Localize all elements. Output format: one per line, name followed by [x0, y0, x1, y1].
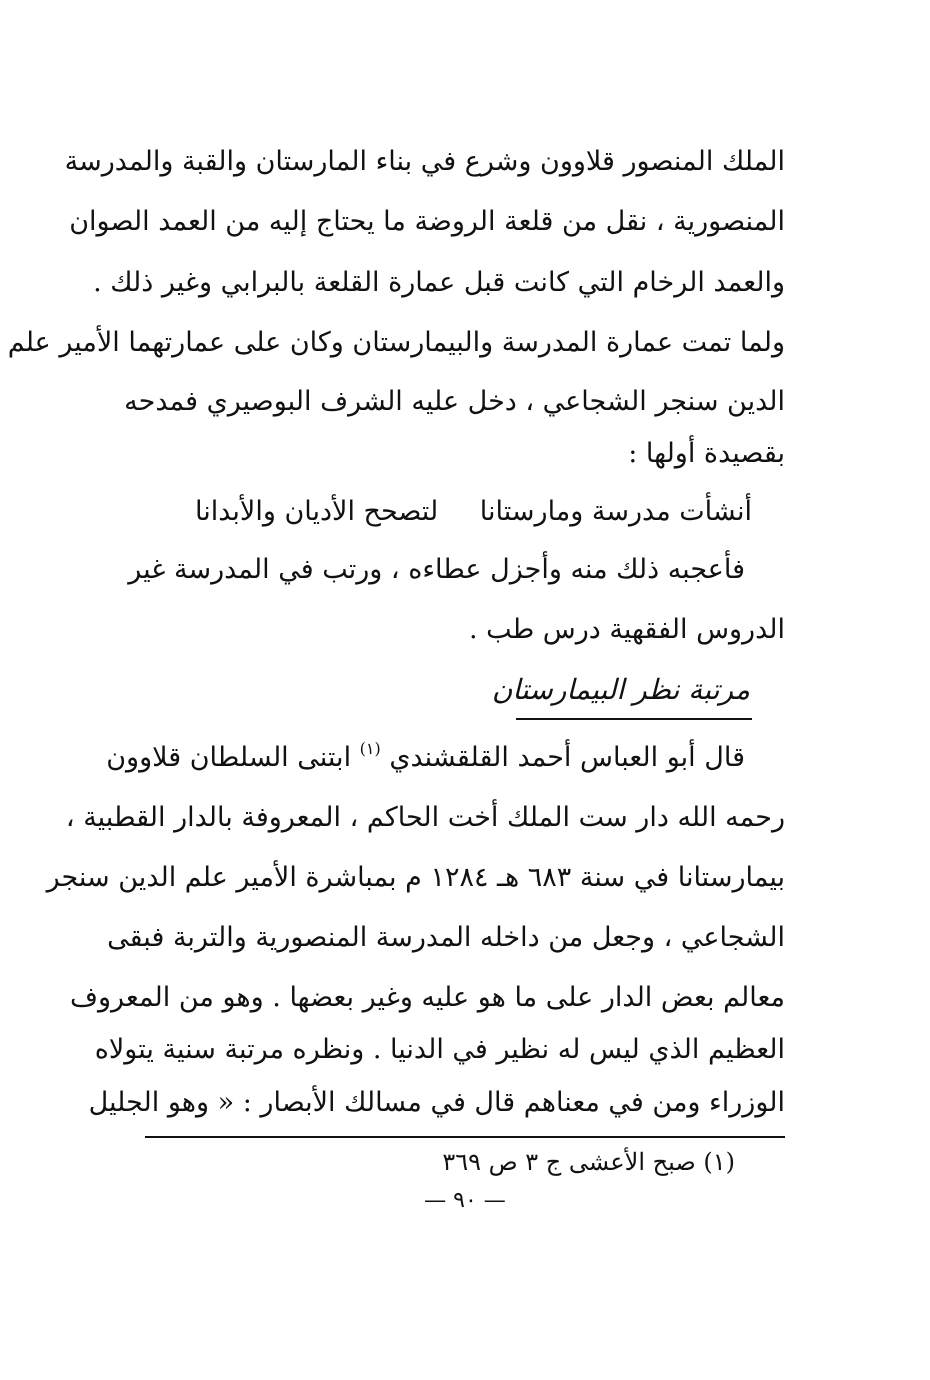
body-line: ولما تمت عمارة المدرسة والبيمارستان وكان على عمارتهما الأمير علم: [7, 327, 785, 358]
verse-first-hemistich: أنشأت مدرسة ومارستانا: [479, 496, 752, 527]
text-segment: ابتنى السلطان قلاوون: [106, 742, 352, 773]
section-heading: مرتبة نظر البيمارستان: [491, 673, 750, 706]
body-line: الملك المنصور قلاوون وشرع في بناء المارستان والقبة والمدرسة: [64, 146, 785, 177]
body-line: [106, 738, 745, 778]
body-line: العظيم الذي ليس له نظير في الدنيا . ونظره مرتبة سنية يتولاه: [94, 1034, 785, 1065]
heading-underline: [516, 718, 752, 720]
verse-second-hemistich: لتصحح الأديان والأبدانا: [195, 496, 439, 527]
text-segment: قال أبو العباس أحمد القلقشندي: [389, 742, 745, 773]
body-line: رحمه الله دار ست الملك أخت الحاكم ، المعروفة بالدار القطبية ،: [65, 802, 785, 833]
body-line: الدروس الفقهية درس طب .: [469, 614, 785, 645]
footnote-reference: (١): [359, 739, 381, 758]
footnote-separator: [145, 1136, 785, 1138]
body-line: بقصيدة أولها :: [628, 438, 785, 469]
body-line: معالم بعض الدار على ما هو عليه وغير بعضها . وهو من المعروف: [70, 982, 785, 1013]
body-line: الوزراء ومن في معناهم قال في مسالك الأبصار : « وهو الجليل: [88, 1087, 785, 1118]
body-line: الشجاعي ، وجعل من داخله المدرسة المنصورية والتربة فبقى: [107, 922, 785, 953]
body-line: والعمد الرخام التي كانت قبل عمارة القلعة بالبرابي وغير ذلك .: [93, 267, 785, 298]
body-line: فأعجبه ذلك منه وأجزل عطاءه ، ورتب في المدرسة غير: [128, 554, 745, 585]
footnote: (١) صبح الأعشى ج ٣ ص ٣٦٩: [442, 1148, 735, 1176]
body-line: بيمارستانا في سنة ٦٨٣ هـ ١٢٨٤ م بمباشرة الأمير علم الدين سنجر: [46, 862, 785, 893]
page-number: — ٩٠ —: [424, 1188, 506, 1213]
body-line: المنصورية ، نقل من قلعة الروضة ما يحتاج إليه من العمد الصوان: [69, 206, 785, 237]
body-line: الدين سنجر الشجاعي ، دخل عليه الشرف البوصيري فمدحه: [124, 386, 785, 417]
